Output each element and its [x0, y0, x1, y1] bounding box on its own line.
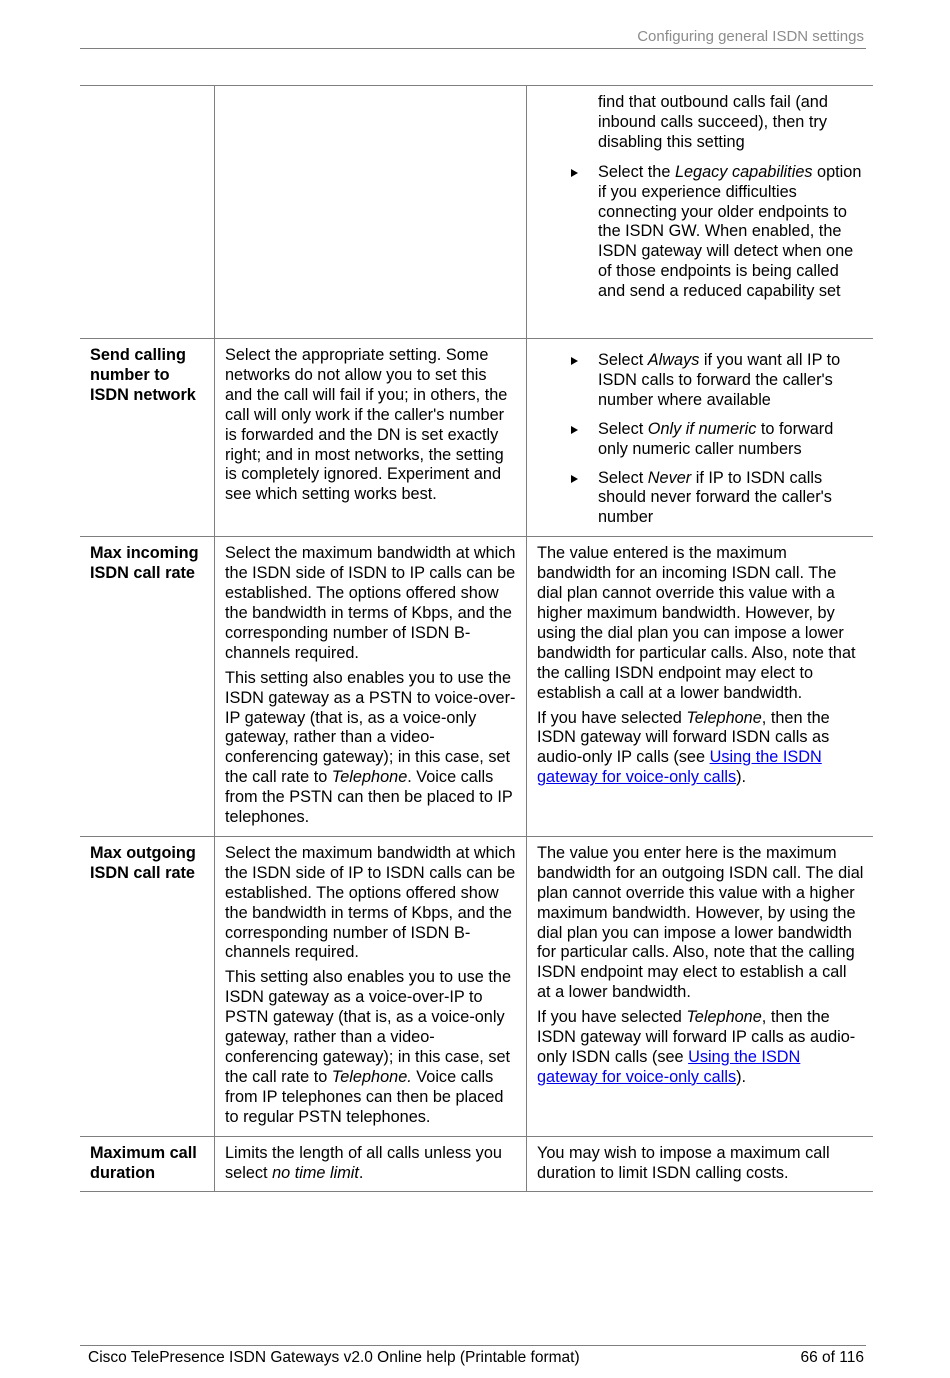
description-paragraph: Select the maximum bandwidth at which the ISDN side of ISDN to IP calls can be established. The options offered show the bandwidth in terms of Kbps, and the corresponding number of ISDN B-channels required. — [225, 544, 516, 662]
notes-paragraph: The value you enter here is the maximum bandwidth for an outgoing ISDN call. The dial plan cannot override this value with a higher maximum bandwidth. However, by using the dial plan you can impose a lower bandwidth for particular calls. Also, note that the calling ISDN endpoint may elect to establish a call at a lower bandwidth. — [537, 843, 864, 1002]
setting-notes-cell — [527, 836, 874, 1136]
description-paragraph: Select the maximum bandwidth at which the ISDN side of IP to ISDN calls can be established. The options offered show the bandwidth in terms of Kbps, and the corresponding number of ISDN B-channels required. — [225, 843, 516, 962]
header-rule — [80, 48, 866, 49]
table-row-max-incoming — [80, 537, 873, 837]
description-paragraph: This setting also enables you to use the ISDN gateway as a PSTN to voice-over-IP gateway (that is, as a voice-only gateway, rather than a video-conferencing gateway); in this case, set the call rate to Telephone. Voice calls from the PSTN can then be placed to IP telephones. — [225, 668, 516, 827]
notes-paragraph: If you have selected Telephone, then the ISDN gateway will forward IP calls as audio-only ISDN calls (see Using the ISDN gateway for voice-only calls). — [537, 1008, 856, 1086]
setting-name: Max outgoing ISDN call rate — [80, 836, 215, 1136]
setting-description-cell — [215, 836, 527, 1136]
setting-description-cell: Limits the length of all calls unless you select no time limit. — [215, 1136, 527, 1192]
option-name: Telephone — [686, 1008, 762, 1027]
bullet-arrow-icon — [571, 169, 578, 177]
setting-notes-cell — [527, 339, 874, 537]
settings-table — [80, 85, 873, 1192]
option-name: Only if numeric — [647, 419, 757, 438]
table-row-max-outgoing — [80, 836, 873, 1136]
footer-doc-title: Cisco TelePresence ISDN Gateways v2.0 Online help (Printable format) — [88, 1349, 580, 1366]
setting-description-cell — [215, 537, 527, 837]
list-item: Select the Legacy capabilities option if you experience difficulties connecting your older endpoints to the ISDN GW. When enabled, the ISDN gateway will detect when one of those endpoints is being called and send a reduced capability set — [537, 163, 864, 302]
table-row-max-call-duration — [80, 1136, 873, 1192]
list-item: Select Always if you want all IP to ISDN calls to forward the caller's number where available — [537, 351, 864, 411]
list-item: Select Only if numeric to forward only numeric caller numbers — [537, 420, 864, 460]
setting-description-cell — [215, 86, 527, 339]
bullet-arrow-icon — [571, 475, 578, 483]
setting-name: Max incoming ISDN call rate — [80, 537, 215, 837]
setting-notes-cell — [527, 86, 874, 339]
table-row-continuation — [80, 86, 873, 339]
setting-notes-cell — [527, 537, 874, 837]
notes-paragraph: The value entered is the maximum bandwidth for an incoming ISDN call. The dial plan cannot override this value with a higher maximum bandwidth. However, by using the dial plan you can impose a lower bandwidth for particular calls. Also, note that the calling ISDN endpoint may elect to establish a call at a lower bandwidth. — [537, 544, 856, 702]
setting-notes: You may wish to impose a maximum call duration to limit ISDN calling costs. — [527, 1136, 874, 1192]
voice-only-calls-link[interactable]: Using the ISDN gateway for voice-only calls — [537, 1048, 801, 1086]
option-name: Telephone. — [331, 1067, 412, 1086]
list-item — [537, 93, 864, 153]
setting-name: Maximum call duration — [80, 1136, 215, 1192]
setting-name: Send calling number to ISDN network — [80, 339, 215, 537]
bullet-list — [537, 93, 864, 302]
setting-description: Select the appropriate setting. Some networks do not allow you to set this and the call will fail if you; in others, the call will only work if the caller's number is forwarded and the DN is set exactly right; and in most networks, the setting is completely ignored. Experiment and see which setting works best. — [215, 339, 527, 537]
setting-name-cell — [80, 86, 215, 339]
footer-rule — [80, 1345, 866, 1346]
list-item: Select Never if IP to ISDN calls should never forward the caller's number — [537, 469, 864, 529]
description-paragraph: This setting also enables you to use the ISDN gateway as a voice-over-IP to PSTN gateway (that is, as a voice-only gateway, rather than a video-conferencing gateway); in this case, set the call rate to Telephone. Voice calls from IP telephones can then be placed to regular PSTN telephones. — [225, 968, 512, 1126]
option-name: Always — [647, 351, 700, 369]
bullet-text: find that outbound calls fail (and inbound calls succeed), then try disabling this setting — [598, 93, 828, 151]
option-name: Telephone — [686, 708, 762, 727]
option-name: Never — [647, 468, 692, 487]
table-row-send-calling-number — [80, 339, 873, 537]
running-header: Configuring general ISDN settings — [637, 28, 864, 45]
page-number: 66 of 116 — [800, 1349, 864, 1366]
notes-paragraph: If you have selected Telephone, then the ISDN gateway will forward ISDN calls as audio-only IP calls (see Using the ISDN gateway for voice-only calls). — [537, 708, 830, 787]
bullet-list — [537, 351, 864, 528]
voice-only-calls-link[interactable]: Using the ISDN gateway for voice-only calls — [537, 748, 822, 787]
option-name: Legacy capabilities — [674, 162, 813, 181]
option-name: Telephone — [331, 768, 408, 787]
bullet-arrow-icon — [571, 426, 578, 434]
option-name: no time limit — [272, 1163, 359, 1182]
bullet-arrow-icon — [571, 357, 578, 365]
